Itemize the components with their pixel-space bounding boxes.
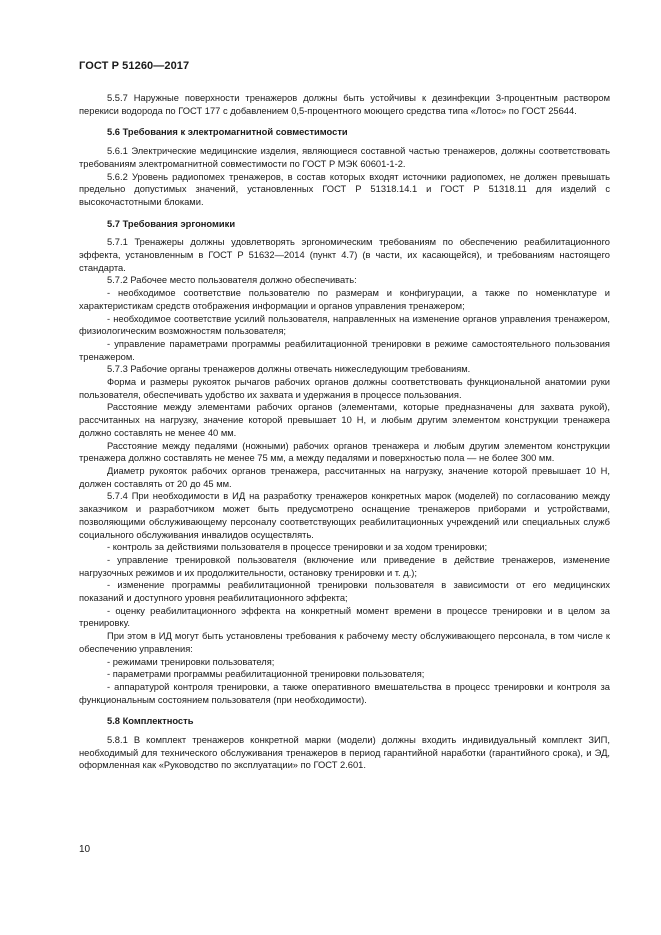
paragraph: Форма и размеры рукояток рычагов рабочих органов должны соответствовать функциональной анатомии руки пользователя, обеспечивать удобство их захвата и удержания в процессе пользования. — [79, 377, 610, 400]
paragraph-5-7-3: 5.7.3 Рабочие органы тренажеров должны отвечать нижеследующим требованиям. — [107, 364, 471, 375]
list-item: - необходимое соответствие пользователю по размерам и конфигурации, а также по номенклатуре и характеристикам средств отображения информации и органов управления тренажером; — [79, 288, 610, 311]
page-number: 10 — [79, 844, 91, 855]
list-item: - контроль за действиями пользователя в процессе тренировки и за ходом тренировки; — [107, 542, 488, 553]
list-item: - аппаратурой контроля тренировки, а также оперативного вмешательства в процесс тренировки и контроля за функциональным состоянием пользователя (при необходимости). — [79, 681, 610, 705]
section-heading-5-7: 5.7 Требования эргономики — [107, 218, 236, 229]
paragraph-5-6-2: 5.6.2 Уровень радиопомех тренажеров, в состав которых входят источники радиопомех, не должен превышать предельно допустимых значений, установленных ГОСТ Р 51318.14.1 и ГОСТ Р 51318.11 для изделий с высокочастотными блоками. — [79, 171, 610, 207]
paragraph-5-8-1: 5.8.1 В комплект тренажеров конкретной марки (модели) должны входить индивидуальный комплект ЗИП, необходимый для технического обслуживания тренажеров в период гарантийной наработки (гарантийного срока), и ЭД, оформленная как «Руководство по эксплуатации» по ГОСТ 2.601. — [79, 735, 610, 771]
list-item: - режимами тренировки пользователя; — [107, 656, 275, 667]
standard-header: ГОСТ Р 51260—2017 — [79, 60, 190, 72]
list-item: - управление тренировкой пользователя (включение или приведение в действие тренажеров, изменение нагрузочных режимов и их продолжительности, остановку тренировки и т. д.); — [79, 554, 610, 578]
paragraph: Расстояние между элементами рабочих органов (элементами, которые предназначены для захвата рукой), рассчитанных на нагрузку, значение которой превышает 10 Н, и любым другим элементом конструкции тренажера должно составлять не менее 40 мм. — [79, 402, 610, 438]
paragraph: Расстояние между педалями (ножными) рабочих органов тренажера и любым другим элементом конструкции тренажера должно составлять не менее 75 мм, а между педалями и поверхностью пола — не более 300 мм. — [79, 440, 610, 464]
paragraph: Диаметр рукояток рабочих органов тренажера, рассчитанных на нагрузку, значение которой превышает 10 Н, должен составлять от 20 до 45 мм. — [79, 465, 610, 489]
paragraph-5-7-1: 5.7.1 Тренажеры должны удовлетворять эргономическим требованиям по обеспечению реабилитационного эффекта, установленным в ГОСТ Р 51632—2014 (пункт 4.7) (в части, их касающейся), и требованиям настоящего стандарта. — [79, 237, 610, 273]
list-item: - необходимое соответствие усилий пользователя, направленных на изменение органов управления тренажером, физиологическим возможностям пользователя; — [79, 313, 610, 337]
list-item: - изменение программы реабилитационной тренировки пользователя в зависимости от его медицинских показаний и доступного уровня реабилитационного эффекта; — [79, 580, 610, 604]
list-item: - управление параметрами программы реабилитационной тренировки в режиме самостоятельного пользования тренажером. — [79, 338, 610, 362]
paragraph-5-7-2: 5.7.2 Рабочее место пользователя должно обеспечивать: — [107, 275, 357, 286]
section-heading-5-8: 5.8 Комплектность — [107, 716, 194, 727]
document-body — [79, 92, 610, 772]
paragraph: При этом в ИД могут быть установлены требования к рабочему месту обслуживающего персонала, в том числе к обеспечению управления: — [79, 631, 610, 654]
section-heading-5-6: 5.6 Требования к электромагнитной совместимости — [107, 127, 348, 138]
list-item: - оценку реабилитационного эффекта на конкретный момент времени в процессе тренировки и в целом за тренировку. — [79, 605, 610, 629]
paragraph-5-5-7: 5.5.7 Наружные поверхности тренажеров должны быть устойчивы к дезинфекции 3-процентным раствором перекиси водорода по ГОСТ 177 с добавлением 0,5-процентного моющего средства типа «Лотос» по ГОСТ 25644. — [79, 93, 610, 116]
list-item: - параметрами программы реабилитационной тренировки пользователя; — [107, 669, 425, 680]
paragraph-5-7-4: 5.7.4 При необходимости в ИД на разработку тренажеров конкретных марок (моделей) по согласованию между заказчиком и разработчиком может быть предусмотрено оснащение тренажеров приборами и устройствами, позволяющими обслуживающему персоналу соответствующих реабилитационных учреждений или специальных служб социального обслуживания инвалидов осуществлять. — [79, 491, 610, 540]
paragraph-5-6-1: 5.6.1 Электрические медицинские изделия, являющиеся составной частью тренажеров, должны соответствовать требованиям электромагнитной совместимости по ГОСТ Р МЭК 60601-1-2. — [79, 146, 610, 169]
